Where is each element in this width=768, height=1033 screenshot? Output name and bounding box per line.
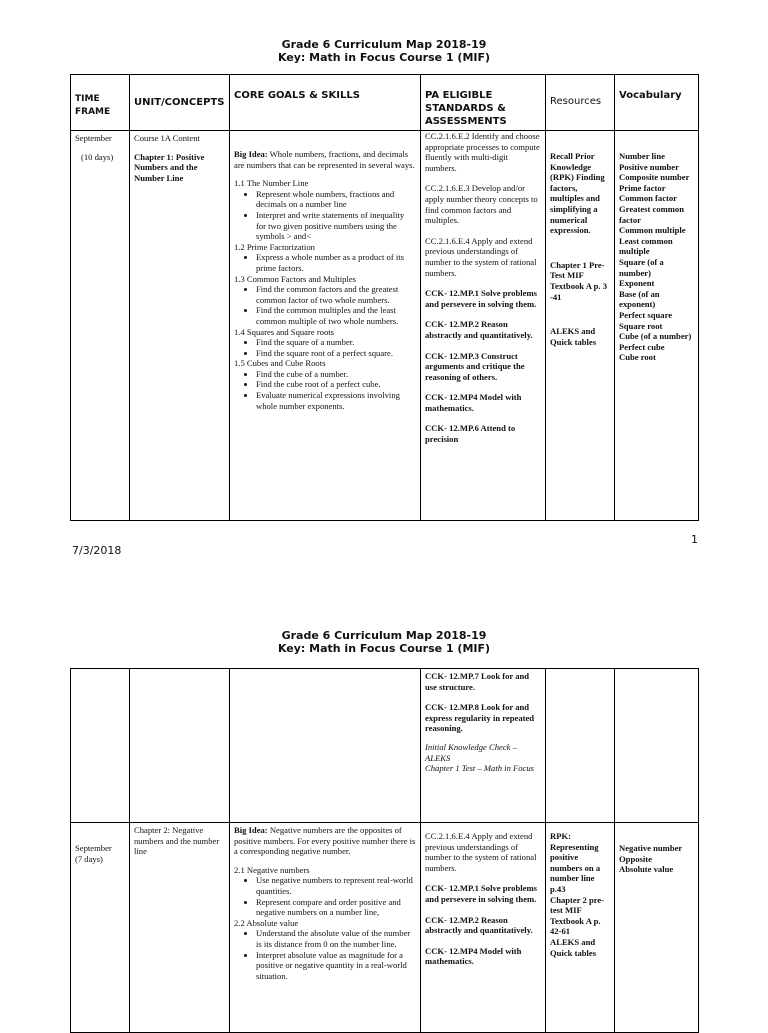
section-heading: 2.2 Absolute value bbox=[234, 917, 299, 928]
assessment-item: Initial Knowledge Check – ALEKS bbox=[425, 741, 517, 763]
page-subtitle: Key: Math in Focus Course 1 (MIF) bbox=[277, 51, 491, 64]
standards-list bbox=[425, 671, 541, 734]
bullet-item: • Express a whole number as a product of its prime factors. bbox=[256, 252, 416, 273]
section-heading: 1.5 Cubes and Cube Roots bbox=[234, 358, 326, 369]
resource-item: ALEKS and Quick tables bbox=[550, 326, 597, 347]
section-heading: 2.1 Negative numbers bbox=[234, 864, 310, 875]
goals-cell bbox=[230, 823, 421, 1033]
bullet-list bbox=[234, 337, 416, 358]
resource-item: Recall Prior Knowledge (RPK) Finding factors, multiples and simplifying a numerical expression. bbox=[550, 151, 605, 236]
vocab-item: Cube root bbox=[619, 352, 656, 363]
bullet-item: • Find the cube of a number. bbox=[256, 369, 416, 380]
unit-content: Course 1A Content bbox=[134, 133, 200, 143]
bullet-item: • Represent compare and order positive and negative numbers on a number line, bbox=[256, 897, 416, 918]
standard-item: CC.2.1.6.E.3 Develop and/or apply number theory concepts to find common factors and multiples. bbox=[425, 183, 538, 226]
bullet-list bbox=[234, 252, 416, 273]
standard-item: CC.2.1.6.E.4 Apply and extend previous understandings of number to the system of rational numbers. bbox=[425, 235, 537, 278]
section-heading: 1.4 Squares and Square roots bbox=[234, 326, 335, 337]
vocab-cell bbox=[615, 823, 699, 1033]
time-frame-cell bbox=[71, 823, 130, 1033]
standard-item: CCK- 12.MP.7 Look for and use structure. bbox=[425, 671, 530, 692]
bullet-item: • Find the common factors and the greatest common factor of two whole numbers. bbox=[256, 284, 416, 305]
bullet-item: • Use negative numbers to represent real-world quantities. bbox=[256, 875, 416, 896]
goals-sections bbox=[234, 865, 416, 982]
vocab-item: Least common multiple bbox=[619, 235, 673, 257]
big-idea bbox=[234, 149, 416, 170]
bullet-item: • Find the square of a number. bbox=[256, 337, 416, 348]
section-heading: 1.3 Common Factors and Multiples bbox=[234, 273, 356, 284]
page2-subtitle: Key: Math in Focus Course 1 (MIF) bbox=[277, 642, 491, 655]
standard-item: CC.2.1.6.E.2 Identify and choose appropriate processes to compute fluently with multi-digit numbers. bbox=[425, 131, 540, 173]
vocab-item: Common factor bbox=[619, 193, 677, 204]
bullet-list bbox=[234, 189, 416, 242]
standards-list bbox=[425, 131, 541, 445]
bullet-item: • Represent whole numbers, fractions and decimals on a number line bbox=[256, 189, 416, 210]
standards-cell bbox=[421, 669, 546, 823]
header-unit: UNIT/CONCEPTS bbox=[130, 75, 230, 131]
header-vocabulary: Vocabulary bbox=[615, 75, 699, 131]
curriculum-table-page2 bbox=[70, 668, 699, 1033]
bullet-item: • Interpret and write statements of inequality for two given positive numbers using the symbols > and< bbox=[256, 210, 416, 242]
page2-title: Grade 6 Curriculum Map 2018-19 bbox=[281, 629, 487, 642]
vocab-item: Cube (of a number) bbox=[619, 331, 692, 342]
vocab-item: Exponent bbox=[619, 278, 655, 289]
empty-cell bbox=[615, 669, 699, 823]
empty-cell bbox=[230, 669, 421, 823]
bullet-item: • Understand the absolute value of the number is its distance from 0 on the number line. bbox=[256, 928, 416, 949]
bullet-item: • Find the square root of a perfect square. bbox=[256, 348, 416, 359]
vocab-item: Number line bbox=[619, 151, 665, 161]
header-time-frame: TIME FRAME bbox=[71, 75, 130, 131]
unit-chapter: Chapter 1: Positive Numbers and the Number Line bbox=[134, 151, 205, 183]
unit-cell bbox=[130, 131, 230, 521]
resources-list bbox=[550, 151, 610, 347]
big-idea-text: Negative numbers are the opposites of positive numbers. For every positive number there is a corresponding negative number. bbox=[234, 825, 416, 857]
assessment-item: Chapter 1 Test – Math in Focus bbox=[425, 763, 535, 774]
resource-item: RPK: Representing positive numbers on a number line p.43 bbox=[550, 831, 601, 894]
vocab-item: Composite number bbox=[619, 172, 690, 183]
bullet-list bbox=[234, 875, 416, 917]
time-frame-cell bbox=[71, 131, 130, 521]
time-month: September bbox=[75, 133, 112, 143]
resources-list bbox=[550, 831, 610, 958]
vocab-item: Absolute value bbox=[619, 864, 674, 875]
bullet-item: • Interpret absolute value as magnitude for a positive or negative quantity in a real-world situation. bbox=[256, 950, 416, 982]
empty-cell bbox=[546, 669, 615, 823]
vocab-item: Common multiple bbox=[619, 225, 686, 236]
vocab-cell bbox=[615, 131, 699, 521]
bullet-item: • Find the common multiples and the least common multiple of two whole numbers. bbox=[256, 305, 416, 326]
header-goals: CORE GOALS & SKILLS bbox=[230, 75, 421, 131]
vocab-item: Base (of an exponent) bbox=[619, 288, 660, 310]
standards-cell bbox=[421, 131, 546, 521]
resource-item: Chapter 2 pre-test MIF Textbook A p. 42-61 bbox=[550, 894, 605, 937]
unit-chapter: Chapter 2: Negative numbers and the number line bbox=[134, 825, 220, 857]
vocab-item: Square root bbox=[619, 320, 663, 331]
big-idea bbox=[234, 825, 416, 857]
vocab-item: Opposite bbox=[619, 853, 652, 864]
standard-item: CC.2.1.6.E.4 Apply and extend previous understandings of number to the system of rational numbers. bbox=[425, 831, 537, 873]
big-idea-label: Big Idea: bbox=[234, 149, 268, 159]
footer-page-number: 1 bbox=[691, 533, 698, 546]
vocab-item: Positive number bbox=[619, 161, 679, 172]
header-standards: PA ELIGIBLE STANDARDS & ASSESSMENTS bbox=[421, 75, 546, 131]
unit-cell bbox=[130, 823, 230, 1033]
empty-cell bbox=[71, 669, 130, 823]
vocab-item: Square (of a number) bbox=[619, 256, 664, 278]
standard-item: CCK- 12.MP4 Model with mathematics. bbox=[425, 945, 522, 967]
standard-item: CCK- 12.MP4 Model with mathematics. bbox=[425, 392, 522, 413]
standards-list bbox=[425, 831, 541, 967]
time-days: (7 days) bbox=[75, 853, 103, 864]
time-month: September bbox=[75, 843, 112, 853]
resources-cell bbox=[546, 131, 615, 521]
bullet-list bbox=[234, 369, 416, 411]
page-title: Grade 6 Curriculum Map 2018-19 bbox=[281, 38, 487, 51]
resources-cell bbox=[546, 823, 615, 1033]
vocab-item: Prime factor bbox=[619, 182, 666, 193]
goals-cell bbox=[230, 131, 421, 521]
bullet-item: • Find the cube root of a perfect cube. bbox=[256, 379, 416, 390]
vocab-list bbox=[619, 151, 694, 363]
empty-cell bbox=[130, 669, 230, 823]
vocab-item: Perfect square bbox=[619, 309, 673, 320]
assessments-list bbox=[425, 742, 541, 774]
curriculum-table-page1 bbox=[70, 74, 699, 521]
standard-item: CCK- 12.MP.8 Look for and express regularity in repeated reasoning. bbox=[425, 702, 535, 734]
goals-sections bbox=[234, 178, 416, 411]
standard-item: CCK- 12.MP.6 Attend to precision bbox=[425, 423, 516, 445]
big-idea-label: Big Idea: bbox=[234, 825, 268, 835]
vocab-list bbox=[619, 843, 694, 875]
resource-item: Chapter 1 Pre-Test MIF Textbook A p. 3 -41 bbox=[550, 259, 607, 302]
standard-item: CCK- 12.MP.1 Solve problems and persevere in solving them. bbox=[425, 288, 537, 309]
section-heading: 1.2 Prime Factorization bbox=[234, 241, 315, 252]
big-idea-text: Whole numbers, fractions, and decimals are numbers that can be represented in several ways. bbox=[234, 149, 415, 170]
vocab-item: Greatest common factor bbox=[619, 203, 684, 225]
standard-item: CCK- 12.MP.2 Reason abstractly and quantitatively. bbox=[425, 914, 533, 936]
standard-item: CCK- 12.MP.1 Solve problems and persevere in solving them. bbox=[425, 883, 537, 904]
standard-item: CCK- 12.MP.3 Construct arguments and critique the reasoning of others. bbox=[425, 350, 525, 382]
bullet-item: • Evaluate numerical expressions involving whole number exponents. bbox=[256, 390, 416, 411]
header-resources: Resources bbox=[546, 75, 615, 131]
standard-item: CCK- 12.MP.2 Reason abstractly and quantitatively. bbox=[425, 319, 533, 340]
time-days: (10 days) bbox=[81, 151, 114, 162]
footer-date: 7/3/2018 bbox=[72, 544, 122, 557]
resource-item: ALEKS and Quick tables bbox=[550, 936, 597, 958]
section-heading: 1.1 The Number Line bbox=[234, 178, 309, 189]
bullet-list bbox=[234, 284, 416, 326]
vocab-item: Perfect cube bbox=[619, 341, 665, 352]
bullet-list bbox=[234, 928, 416, 981]
vocab-item: Negative number bbox=[619, 843, 683, 853]
standards-cell bbox=[421, 823, 546, 1033]
